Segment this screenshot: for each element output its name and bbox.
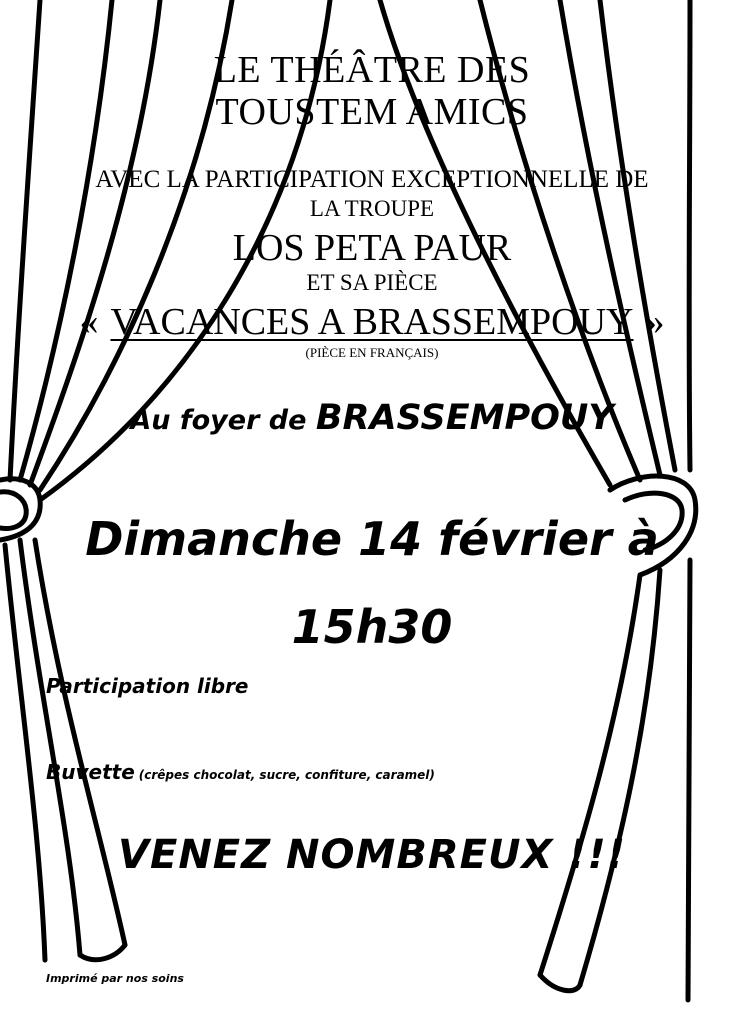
piece-intro: ET SA PIÈCE — [306, 270, 438, 295]
entry-note: Participation libre — [46, 674, 249, 698]
buvette-label: Buvette — [46, 760, 135, 784]
participation-line2: LA TROUPE — [309, 196, 435, 221]
buvette — [46, 760, 435, 784]
theatre-name-line2: TOUSTEM AMICS — [215, 91, 529, 133]
venue-town: BRASSEMPOUY — [315, 398, 614, 438]
quote-open: « — [79, 301, 99, 343]
venue-prefix: Au foyer de — [130, 405, 307, 436]
buvette-detail: (crêpes chocolat, sucre, confiture, caramel) — [138, 768, 435, 782]
play-title-text: VACANCES A BRASSEMPOUY — [110, 301, 634, 343]
call-to-action: VENEZ NOMBREUX !!! — [118, 832, 626, 878]
venue — [0, 398, 744, 438]
left-drape-hem — [80, 945, 125, 960]
play-title — [0, 300, 744, 344]
quote-close: » — [645, 301, 665, 343]
language-note: (PIÈCE EN FRANÇAIS) — [305, 345, 439, 360]
theatre-name-line1: LE THÉÂTRE DES — [213, 49, 531, 91]
printed-note: Imprimé par nos soins — [46, 972, 184, 985]
event-date: Dimanche 14 février à — [85, 512, 659, 566]
participation-line1: AVEC LA PARTICIPATION EXCEPTIONNELLE DE — [95, 166, 649, 193]
right-drape-hem — [540, 975, 580, 991]
troupe-name: LOS PETA PAUR — [232, 227, 512, 269]
event-time: 15h30 — [291, 600, 453, 654]
